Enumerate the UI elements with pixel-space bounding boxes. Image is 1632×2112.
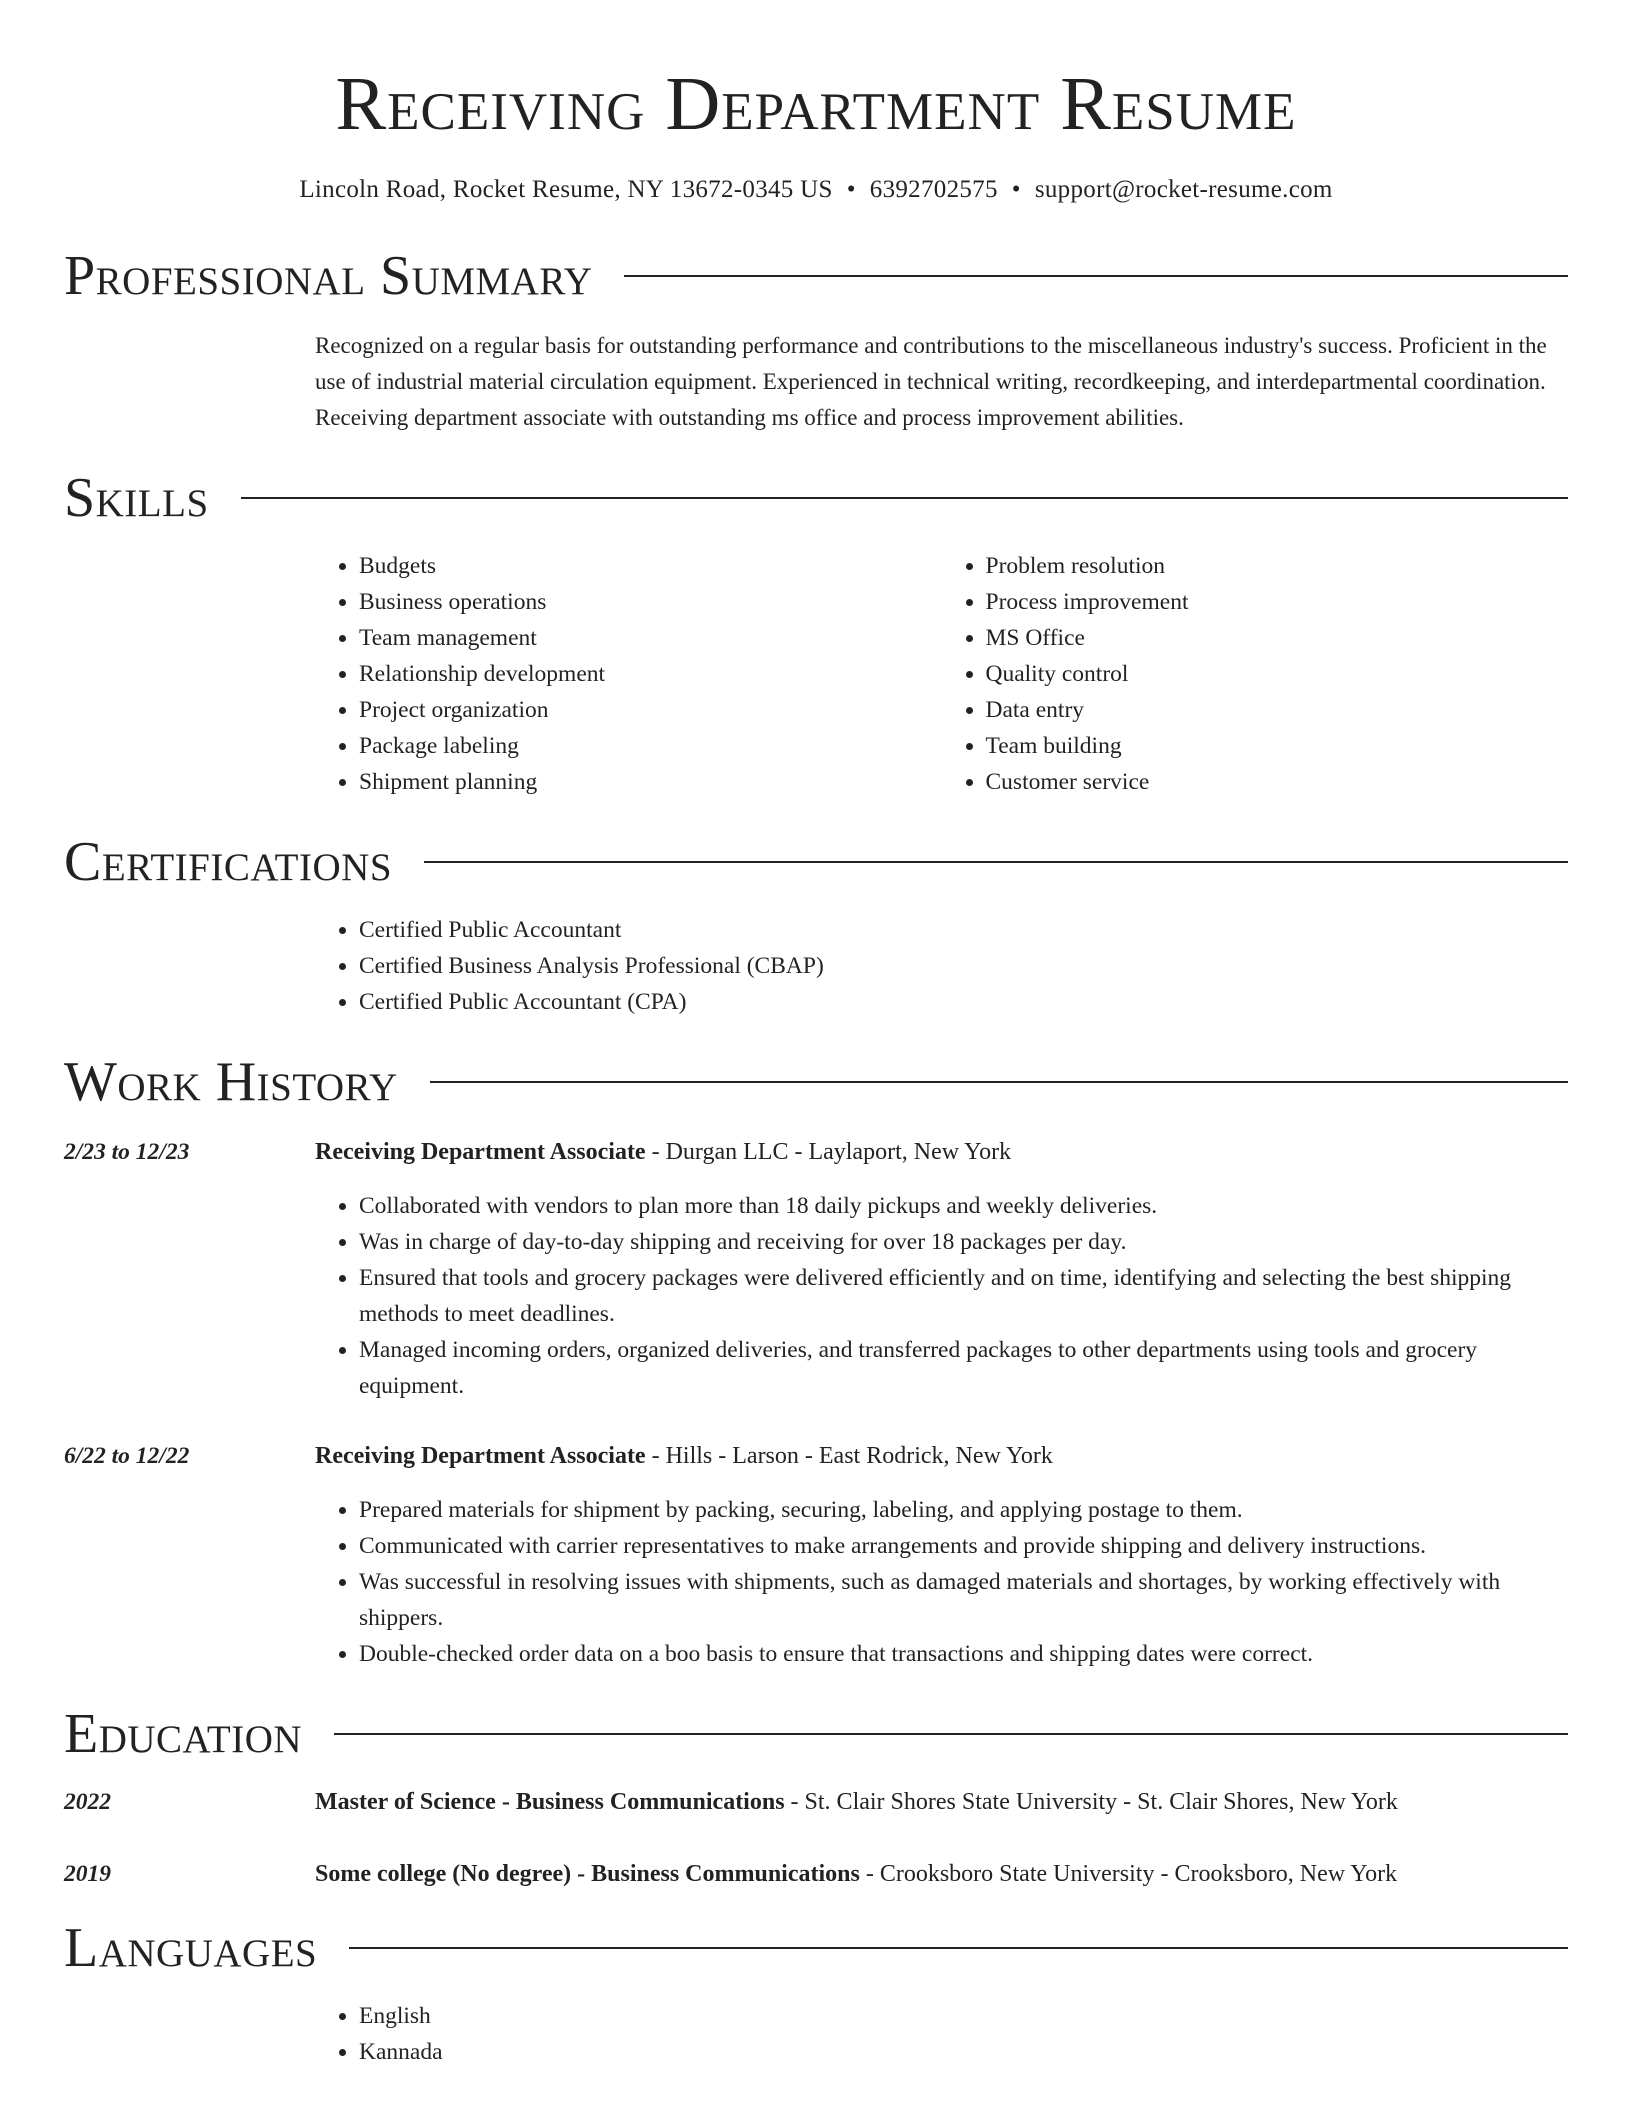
section-divider [624, 275, 1568, 277]
contact-separator: • [846, 176, 856, 203]
education-entry [64, 1784, 1568, 1820]
contact-email: support@rocket-resume.com [1034, 176, 1333, 203]
certifications-list [315, 912, 1568, 1020]
education-year: 2022 [64, 1789, 111, 1815]
section-header-languages [64, 1917, 1568, 1979]
job-heading [315, 1134, 1568, 1170]
contact-phone: 6392702575 [869, 176, 998, 203]
skills-list [315, 548, 1568, 800]
certification-item: • Certified Public Accountant [359, 912, 1568, 948]
job-duty-item: • Was successful in resolving issues with shipments, such as damaged materials and shortages, by working effectively with shippers. [359, 1564, 1568, 1636]
section-header-summary [64, 245, 1568, 307]
job-entry [64, 1134, 1568, 1404]
section-divider [241, 497, 1568, 499]
contact-separator: • [1011, 176, 1021, 203]
summary-text: Recognized on a regular basis for outstanding performance and contributions to the miscellaneous industry's success. Proficient in the use of industrial material circulation equipment. Experienced in technical writing, recordkeeping, and interdepartmental coordination. Receiving department associate with outstanding ms office and process improvement abilities. [315, 333, 1547, 430]
language-item: • Kannada [359, 2034, 1568, 2070]
skill-item: • Team management [359, 620, 942, 656]
section-divider [334, 1733, 1568, 1735]
education-heading [315, 1856, 1397, 1892]
education-school: - St. Clair Shores State University - St. Clair Shores, New York [784, 1789, 1398, 1815]
education-entry [64, 1856, 1568, 1892]
skill-item: • Team building [986, 728, 1569, 764]
section-title-languages: Languages [64, 1917, 318, 1979]
job-dates: 2/23 to 12/23 [64, 1139, 190, 1165]
education-school: - Crooksboro State University - Crooksboro, New York [859, 1861, 1398, 1887]
job-duties [315, 1188, 1568, 1404]
skills-column-right [942, 548, 1569, 800]
section-title-skills: Skills [64, 467, 209, 529]
job-duty-item: • Communicated with carrier representatives to make arrangements and provide shipping and delivery instructions. [359, 1528, 1568, 1564]
job-duty-item: • Managed incoming orders, organized deliveries, and transferred packages to other departments using tools and grocery equipment. [359, 1332, 1568, 1404]
certification-item: • Certified Public Accountant (CPA) [359, 984, 1568, 1020]
education-heading [315, 1784, 1398, 1820]
skill-item: • Customer service [986, 764, 1569, 800]
section-header-skills [64, 467, 1568, 529]
job-duty-item: • Double-checked order data on a boo basis to ensure that transactions and shipping dates were correct. [359, 1636, 1568, 1672]
skill-item: • MS Office [986, 620, 1569, 656]
skill-item: • Process improvement [986, 584, 1569, 620]
certification-item: • Certified Business Analysis Professional (CBAP) [359, 948, 1568, 984]
contact-address: Lincoln Road, Rocket Resume, NY 13672-0345 US [299, 176, 833, 203]
section-title-certifications: Certifications [64, 831, 393, 893]
section-title-work-history: Work History [64, 1051, 398, 1113]
skill-item: • Relationship development [359, 656, 942, 692]
job-dates: 6/22 to 12/22 [64, 1443, 190, 1469]
skill-item: • Problem resolution [986, 548, 1569, 584]
language-item: • English [359, 1998, 1568, 2034]
skill-item: • Budgets [359, 548, 942, 584]
skill-item: • Quality control [986, 656, 1569, 692]
section-title-education: Education [64, 1703, 303, 1765]
job-employer: - Durgan LLC - Laylaport, New York [645, 1139, 1012, 1165]
job-duties [315, 1492, 1568, 1672]
job-duty-item: • Prepared materials for shipment by packing, securing, labeling, and applying postage to them. [359, 1492, 1568, 1528]
skill-item: • Project organization [359, 692, 942, 728]
section-divider [424, 861, 1568, 863]
job-duty-item: • Was in charge of day-to-day shipping and receiving for over 18 packages per day. [359, 1224, 1568, 1260]
skills-column-left [315, 548, 942, 800]
skill-item: • Shipment planning [359, 764, 942, 800]
resume-title: Receiving Department Resume [335, 62, 1297, 146]
education-degree: Some college (No degree) - Business Communications [315, 1861, 860, 1887]
job-role: Receiving Department Associate [315, 1443, 646, 1469]
job-entry [64, 1438, 1568, 1672]
job-employer: - Hills - Larson - East Rodrick, New York [645, 1443, 1053, 1469]
section-divider [430, 1081, 1568, 1083]
job-heading [315, 1438, 1568, 1474]
skill-item: • Data entry [986, 692, 1569, 728]
languages-list [315, 1998, 1568, 2070]
section-header-certifications [64, 831, 1568, 893]
contact-line [64, 176, 1568, 204]
skill-item: • Business operations [359, 584, 942, 620]
section-title-summary: Professional Summary [64, 245, 593, 307]
section-header-work-history [64, 1051, 1568, 1113]
job-duty-item: • Collaborated with vendors to plan more than 18 daily pickups and weekly deliveries. [359, 1188, 1568, 1224]
education-year: 2019 [64, 1861, 111, 1887]
job-duty-item: • Ensured that tools and grocery packages were delivered efficiently and on time, identifying and selecting the best shipping methods to meet deadlines. [359, 1260, 1568, 1332]
section-divider [349, 1947, 1568, 1949]
job-role: Receiving Department Associate [315, 1139, 646, 1165]
skill-item: • Package labeling [359, 728, 942, 764]
education-degree: Master of Science - Business Communications [315, 1789, 785, 1815]
section-header-education [64, 1703, 1568, 1765]
